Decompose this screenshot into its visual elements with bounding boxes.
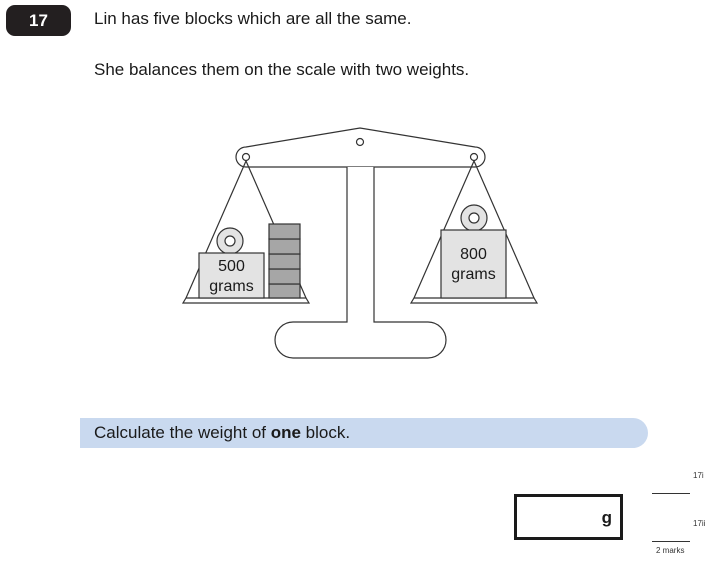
scale-stand — [275, 167, 446, 358]
instruction-text-bold: one — [270, 423, 301, 442]
left-weight-value: 500 — [218, 258, 245, 275]
left-weight-label — [199, 257, 264, 297]
instruction-banner — [80, 418, 648, 448]
instruction-text-end: block. — [300, 423, 351, 442]
right-weight-label — [441, 245, 506, 285]
question-text-line-1: Lin has five blocks which are all the same. — [94, 9, 412, 28]
block-2 — [269, 269, 300, 284]
mark-line-top — [652, 493, 690, 494]
question-text-line-2: She balances them on the scale with two weights. — [94, 60, 470, 79]
block-1 — [269, 284, 300, 298]
beam-pivot-center — [357, 139, 364, 146]
right-weight-value: 800 — [460, 246, 487, 263]
beam-pivot-right — [471, 154, 478, 161]
left-pan — [183, 298, 309, 303]
mark-line-bottom — [652, 541, 690, 542]
block-4 — [269, 239, 300, 254]
block-3 — [269, 254, 300, 269]
question-number: 17 — [6, 5, 71, 36]
right-pan — [411, 298, 537, 303]
right-weight-unit: grams — [451, 266, 496, 283]
beam-pivot-left — [243, 154, 250, 161]
instruction-text — [94, 423, 350, 443]
answer-box[interactable] — [514, 494, 623, 540]
block-5 — [269, 224, 300, 239]
instruction-text-start: Calculate the weight of — [94, 423, 271, 442]
mark-code-bottom: 17ii — [693, 519, 706, 528]
answer-unit: g — [601, 508, 612, 527]
scale-beam — [236, 128, 485, 167]
marks-label: 2 marks — [656, 546, 685, 555]
left-weight-unit: grams — [209, 278, 254, 295]
mark-code-top: 17i — [693, 471, 704, 480]
